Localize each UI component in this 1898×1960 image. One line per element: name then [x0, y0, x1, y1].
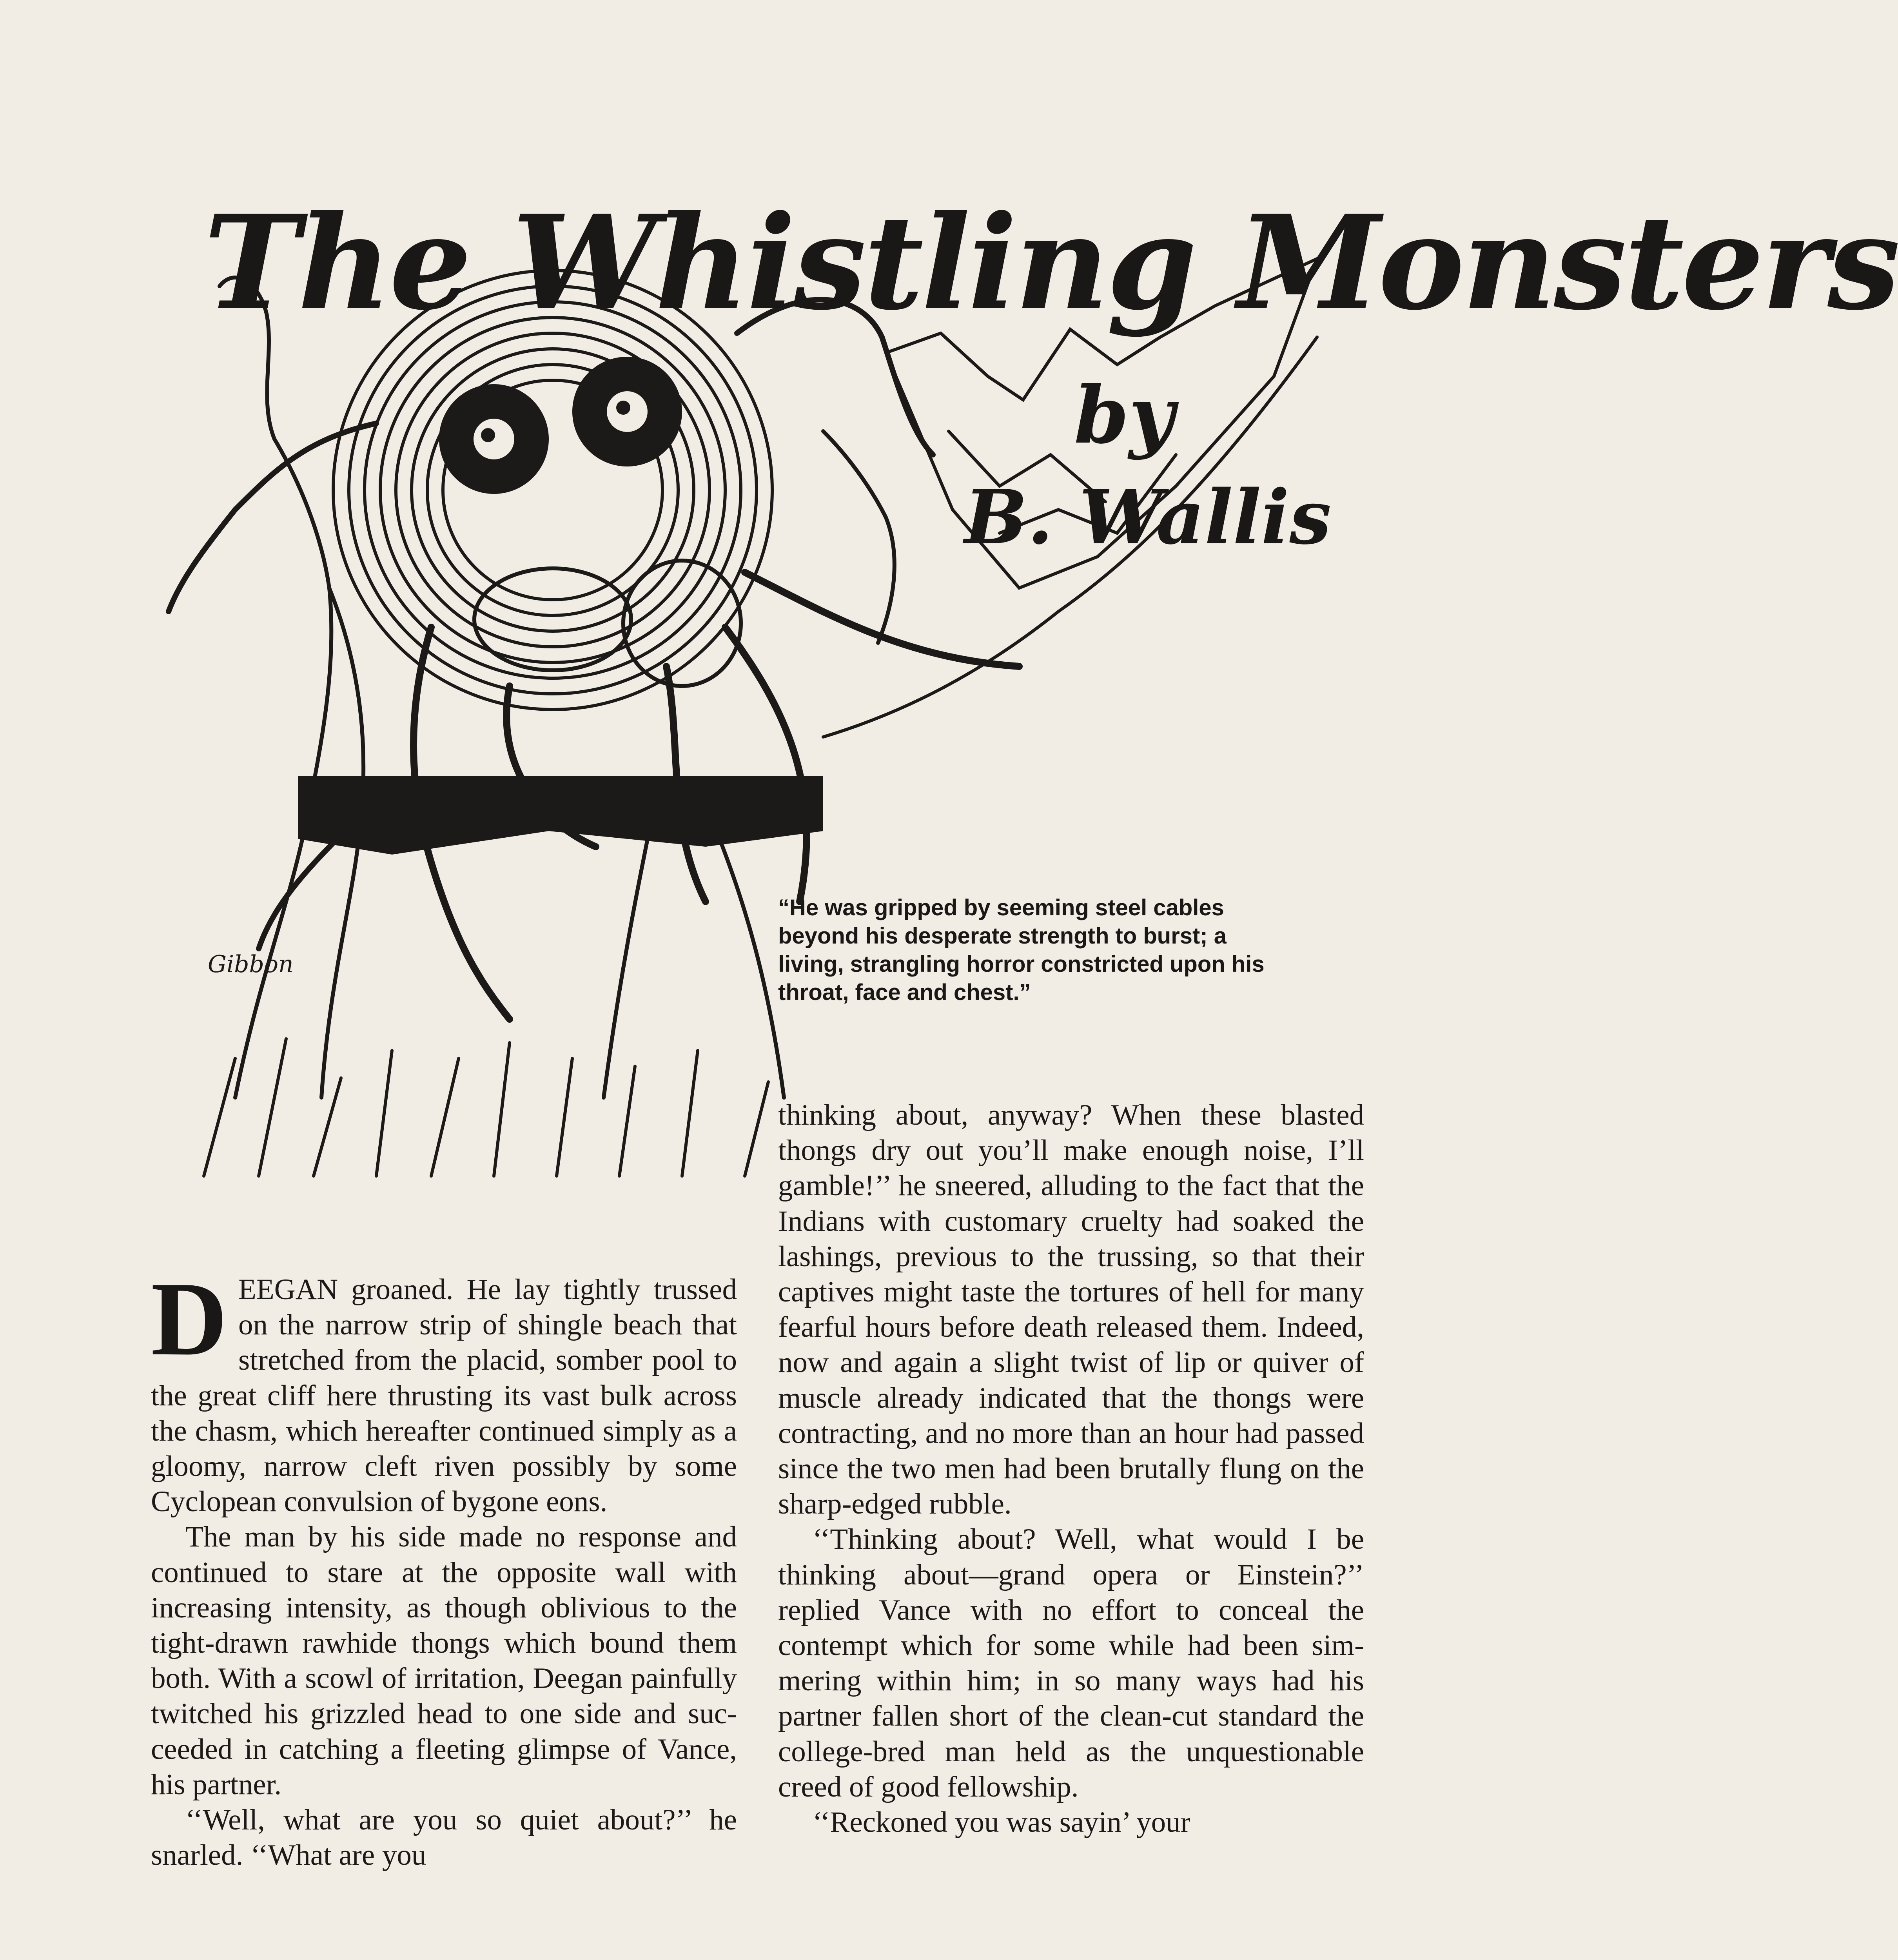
illustration-caption: “He was gripped by seeming steel cables beyond his desperate strength to burst; a living, strangling horror constricted upon his throat, face and chest.”: [778, 895, 1265, 1005]
body-column-left: [151, 1260, 737, 1873]
body-column-right: [778, 1098, 1364, 1840]
paragraph: The man by his side made no response and continued to stare at the opposite wall with increasing intensity, as though oblivious to the tight-drawn rawhide thongs which bound them both. With a scowl of irritation, Deegan painfully twitched his grizzled head to one side and succeeded in catching a fleeting glimpse of Vance, his partner.: [151, 1521, 737, 1801]
article-title: The Whistling Monsters: [204, 187, 1898, 339]
paragraph: ‘‘Well, what are you so quiet about?’’ he snarled. ‘‘What are you: [151, 1804, 737, 1872]
paragraph: ‘‘Reckoned you was sayin’ your: [813, 1806, 1190, 1839]
byline-by: by: [1074, 369, 1175, 461]
artist-signature: Gibbon: [208, 951, 294, 978]
paragraph-text: EEGAN groaned. He lay tightly trussed on the narrow strip of shingle beach that stretched from the placid, somber pool to the great cliff here thrusting its vast bulk across the chasm, which hereafter continued simply as a gloomy, narrow cleft riven possibly by some Cyclopean convulsion of bygone eons.: [151, 1273, 737, 1518]
paragraph: [151, 1260, 737, 1519]
paragraph: thinking about, anyway? When these blasted thongs dry out you’ll make enough noise, I’ll gamble!’’ he sneered, alluding to the fact that the Indians with customary cruelty had soaked the lashings, previous to the trussing, so that their captives might taste the tortures of hell for many fearful hours before death released them. Indeed, now and again a slight twist of lip or quiver of muscle already indicated that the thongs were contracting, and no more than an hour had passed since the two men had been brutally flung on the sharp-edged rubble.: [778, 1099, 1364, 1521]
drop-cap: D: [151, 1260, 227, 1377]
byline-author: B. Wallis: [964, 474, 1332, 561]
paragraph: ‘‘Thinking about? Well, what would I be thinking about—grand opera or Einstein?’’ replied Vance with no effort to conceal the contempt which for some while had been simmering within him; in so many ways had his partner fallen short of the clean-cut standard the college-bred man held as the unquestionable creed of good fellowship.: [778, 1523, 1364, 1803]
